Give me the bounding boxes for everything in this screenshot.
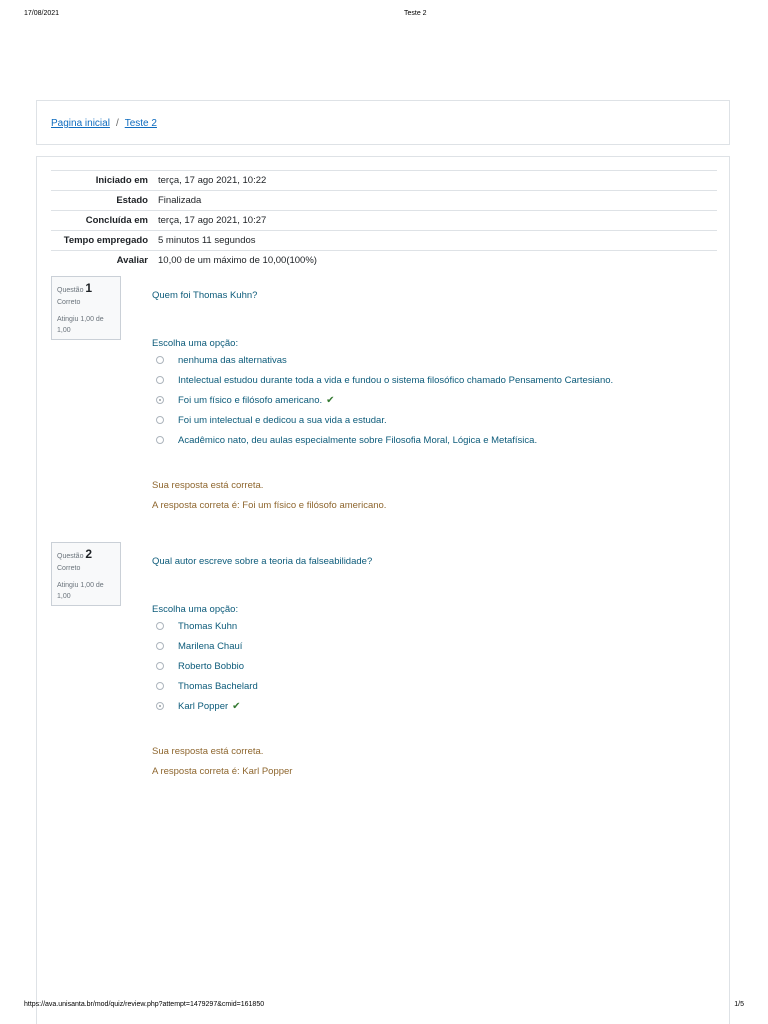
summary-row-grade [51,250,717,270]
answer-option-selected[interactable] [152,390,613,410]
answer-option-label: Thomas Kuhn [178,620,238,632]
radio-button-checked[interactable] [156,702,164,710]
feedback-correct: Sua resposta está correta. [152,746,264,757]
answer-option-label: nenhuma das alternativas [178,354,287,366]
answer-option[interactable] [152,636,258,656]
question-number-value: 1 [85,281,93,295]
question-prefix: Questão [57,553,84,560]
answer-option[interactable] [152,350,613,370]
question-text: Qual autor escreve sobre a teoria da falseabilidade? [152,556,373,567]
breadcrumb-home-link[interactable]: Pagina inicial [51,118,110,129]
answer-prompt: Escolha uma opção: [152,604,239,615]
summary-value: 10,00 de um máximo de 10,00(100%) [158,255,317,266]
check-icon: ✔ [326,394,335,406]
feedback-right-answer: A resposta correta é: Karl Popper [152,766,293,777]
question-feedback [152,480,386,520]
quiz-review-card [36,156,730,1024]
summary-row-time-taken [51,230,717,250]
breadcrumb-card [36,100,730,145]
radio-button[interactable] [156,682,164,690]
print-date: 17/08/2021 [24,10,60,17]
summary-label: Concluída em [85,215,148,226]
summary-row-started [51,170,717,190]
summary-label: Avaliar [116,255,148,266]
answer-options [152,350,613,450]
question-info-box [51,276,121,340]
radio-button-checked[interactable] [156,396,164,404]
radio-button[interactable] [156,622,164,630]
summary-label: Estado [116,195,148,206]
breadcrumb-separator: / [115,118,119,129]
answer-option[interactable] [152,616,258,636]
summary-row-completed [51,210,717,230]
question-feedback [152,746,292,786]
answer-option[interactable] [152,410,613,430]
answer-prompt: Escolha uma opção: [152,338,239,349]
question-number-value: 2 [85,547,93,561]
print-footer [0,1001,768,1013]
answer-option[interactable] [152,676,258,696]
question-state: Correto [57,565,81,572]
summary-label: Iniciado em [95,175,148,186]
print-url: https://ava.unisanta.br/mod/quiz/review.php?attempt=1479297&cmid=161850 [24,1001,265,1008]
breadcrumb [51,118,157,129]
feedback-correct: Sua resposta está correta. [152,480,264,491]
answer-option[interactable] [152,370,613,390]
summary-row-state [51,190,717,210]
print-page-count: 1/5 [734,1001,744,1008]
check-icon: ✔ [232,700,241,712]
summary-value: 5 minutos 11 segundos [158,235,256,246]
summary-label: Tempo empregado [63,235,148,246]
question-text: Quem foi Thomas Kuhn? [152,290,258,301]
radio-button[interactable] [156,436,164,444]
answer-option-label: Acadêmico nato, deu aulas especialmente sobre Filosofia Moral, Lógica e Metafísica. [178,434,538,446]
question-state: Correto [57,299,81,306]
question-grade: Atingiu 1,00 de 1,00 [57,582,104,600]
summary-value: Finalizada [158,195,202,206]
answer-option-label: Intelectual estudou durante toda a vida e fundou o sistema filosófico chamado Pensamento Cartesiano. [178,374,614,386]
print-title: Teste 2 [404,10,427,17]
answer-option-label: Foi um intelectual e dedicou a sua vida a estudar. [178,414,387,426]
answer-option-label: Roberto Bobbio [178,660,245,672]
answer-option-selected[interactable] [152,696,258,716]
answer-option-label: Marilena Chauí [178,640,243,652]
breadcrumb-current-link[interactable]: Teste 2 [124,118,157,129]
answer-option[interactable] [152,656,258,676]
question-number [57,281,115,295]
answer-option-label: Thomas Bachelard [178,680,258,692]
question-info-box [51,542,121,606]
summary-value: terça, 17 ago 2021, 10:22 [158,175,267,186]
feedback-right-answer: A resposta correta é: Foi um físico e filósofo americano. [152,500,387,511]
print-header [0,10,768,22]
answer-option[interactable] [152,430,613,450]
question-prefix: Questão [57,287,84,294]
answer-option-label: Foi um físico e filósofo americano. [178,394,323,406]
question-number [57,547,115,561]
attempt-summary-table [51,170,717,270]
radio-button[interactable] [156,416,164,424]
radio-button[interactable] [156,356,164,364]
answer-option-label: Karl Popper [178,700,229,712]
question-grade: Atingiu 1,00 de 1,00 [57,316,104,334]
radio-button[interactable] [156,662,164,670]
summary-value: terça, 17 ago 2021, 10:27 [158,215,267,226]
answer-options [152,616,258,716]
radio-button[interactable] [156,376,164,384]
radio-button[interactable] [156,642,164,650]
